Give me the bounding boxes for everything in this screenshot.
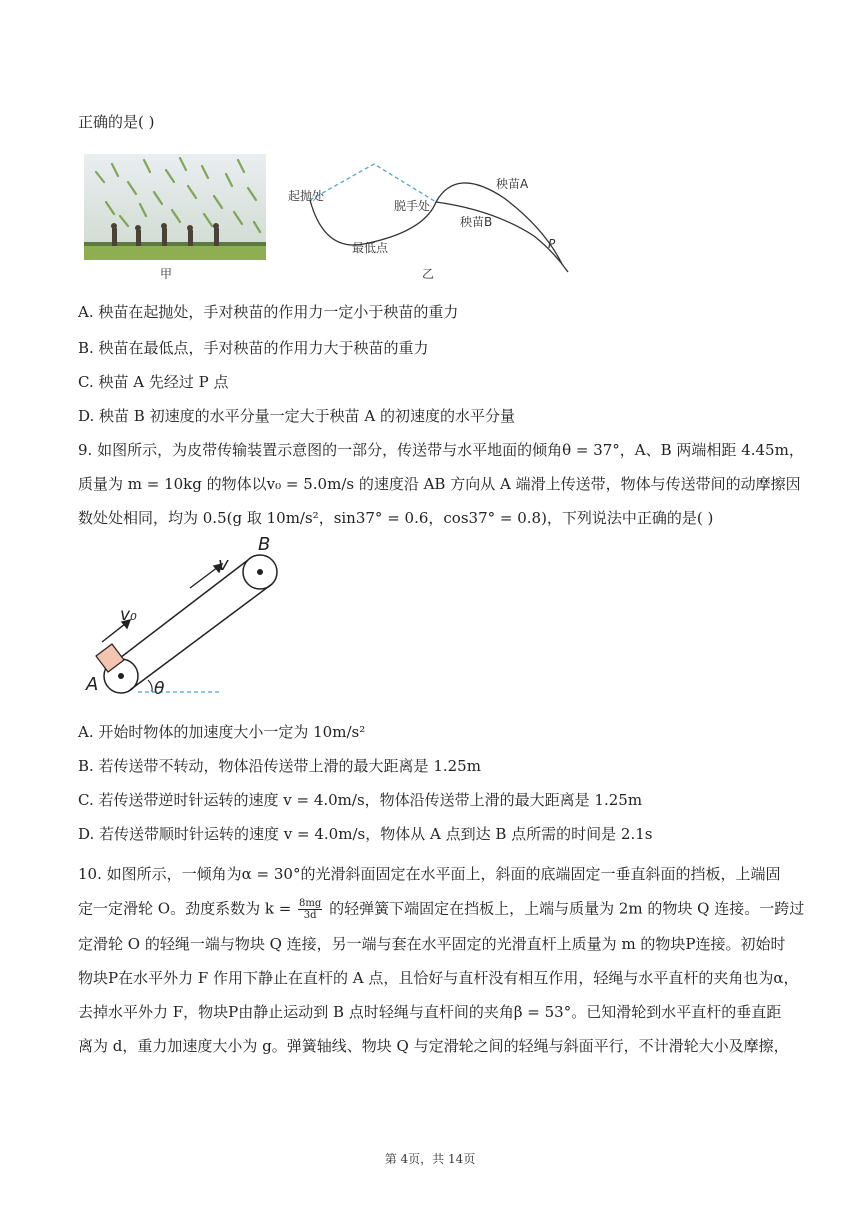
question-10-line-2a: 定一定滑轮 O。劲度系数为 k = <box>78 899 292 918</box>
question-9-line-2: 质量为 m = 10kg 的物体以v₀ = 5.0m/s 的速度沿 AB 方向从 A 端滑上传送带，物体与传送带间的动摩擦因 <box>78 475 801 493</box>
label-start: 起抛处 <box>288 189 325 203</box>
label-point-p: P <box>548 237 556 251</box>
question-10-line-5: 去掉水平外力 F，物块P由静止运动到 B 点时轻绳与直杆间的夹角β = 53°。已知滑轮到水平直杆的垂直距 <box>78 1003 782 1021</box>
label-theta: θ <box>154 679 165 699</box>
figure-conveyor-svg <box>80 530 300 705</box>
figure-conveyor <box>80 530 300 709</box>
label-v0: v₀ <box>120 605 137 625</box>
fraction-numerator: 8mg <box>299 898 322 909</box>
question-10-line-4: 物块P在水平外力 F 作用下静止在直杆的 A 点，且恰好与直杆没有相互作用，轻绳与水平直杆的夹角也为α， <box>78 969 799 987</box>
label-a: A <box>86 674 99 695</box>
block <box>96 644 124 672</box>
option-9b: B. 若传送带不转动，物体沿传送带上滑的最大距离是 1.25m <box>78 757 481 775</box>
caption-yi: 乙 <box>422 267 435 281</box>
question-9-line-3: 数处处相同，均为 0.5(g 取 10m/s²，sin37° = 0.6，cos37° = 0.8)，下列说法中正确的是( ) <box>78 509 714 527</box>
question-9-line-1: 9. 如图所示，为皮带传输装置示意图的一部分，传送带与水平地面的倾角θ = 37°，A、B 两端相距 4.45m， <box>78 441 804 459</box>
fraction-k <box>298 898 322 921</box>
question-10-line-2b: 的轻弹簧下端固定在挡板上，上端与质量为 2m 的物块 Q 连接。一跨过 <box>329 899 805 918</box>
label-b: B <box>258 534 271 555</box>
figure-rice-seedling <box>84 152 584 286</box>
caption-jia: 甲 <box>160 267 173 281</box>
question-10-line-2 <box>78 898 804 921</box>
question-10-line-3: 定滑轮 O 的轻绳一端与物块 Q 连接，另一端与套在水平固定的光滑直杆上质量为 m 的物块P连接。初始时 <box>78 935 786 953</box>
page-footer: 第 4页，共 14页 <box>384 1152 476 1166</box>
option-8d: D. 秧苗 B 初速度的水平分量一定大于秧苗 A 的初速度的水平分量 <box>78 407 515 425</box>
label-seedling-b: 秧苗B <box>460 215 493 229</box>
option-8c: C. 秧苗 A 先经过 P 点 <box>78 373 229 391</box>
field-photo <box>84 154 266 260</box>
label-lowest: 最低点 <box>352 241 389 255</box>
option-8b: B. 秧苗在最低点，手对秧苗的作用力大于秧苗的重力 <box>78 339 429 357</box>
figure-rice-seedling-svg <box>84 152 584 282</box>
question-10-line-6: 离为 d，重力加速度大小为 g。弹簧轴线、物块 Q 与定滑轮之间的轻绳与斜面平行，不计滑轮大小及摩擦， <box>78 1037 789 1055</box>
label-release: 脱手处 <box>394 199 431 213</box>
label-seedling-a: 秧苗A <box>496 177 529 191</box>
trajectory-diagram <box>310 164 568 272</box>
option-9d: D. 若传送带顺时针运转的速度 v = 4.0m/s，物体从 A 点到达 B 点所需的时间是 2.1s <box>78 825 653 843</box>
option-9c: C. 若传送带逆时针运转的速度 v = 4.0m/s，物体沿传送带上滑的最大距离是 1.25m <box>78 791 643 809</box>
option-8a: A. 秧苗在起抛处，手对秧苗的作用力一定小于秧苗的重力 <box>78 303 459 321</box>
label-v: v <box>218 554 229 575</box>
question-10-line-1: 10. 如图所示，一倾角为α = 30°的光滑斜面固定在水平面上，斜面的底端固定一垂直斜面的挡板，上端固 <box>78 865 781 883</box>
option-9a: A. 开始时物体的加速度大小一定为 10m/s² <box>78 723 366 741</box>
fraction-denominator: 3d <box>303 910 317 921</box>
question-8-tail: 正确的是( ) <box>78 113 155 131</box>
